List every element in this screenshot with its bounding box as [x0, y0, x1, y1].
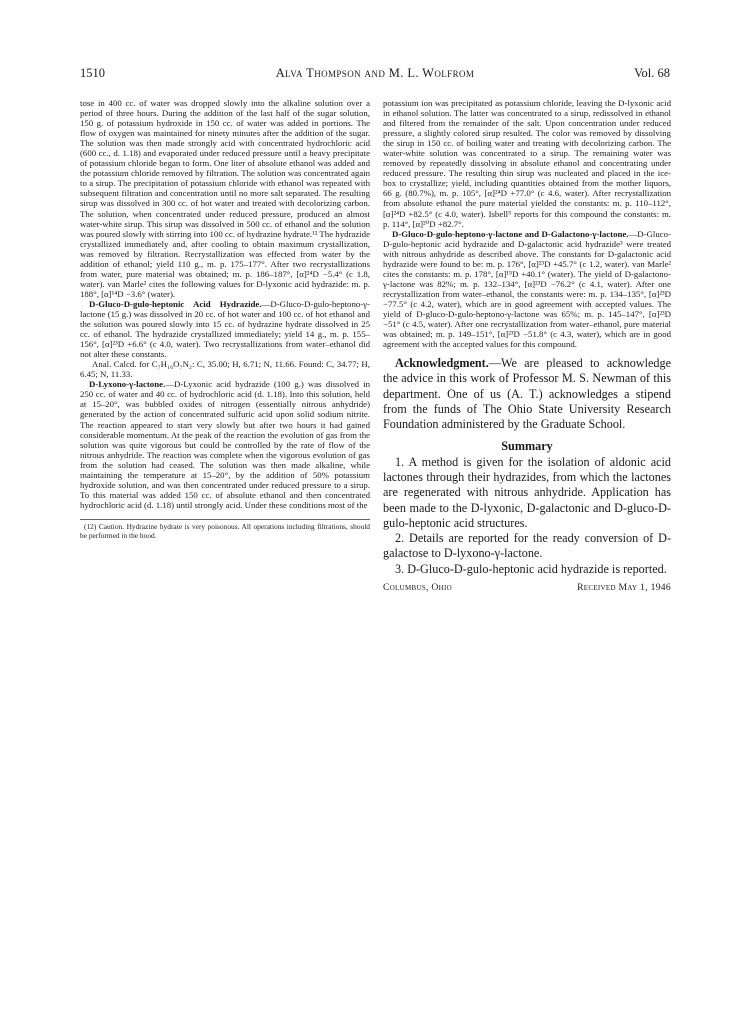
left-column	[80, 98, 370, 540]
summary-heading: Summary	[501, 438, 553, 453]
page-number: 1510	[80, 66, 105, 80]
paragraph-heptonic-hydrazide	[80, 299, 370, 359]
footnote	[80, 519, 370, 540]
section-heading-lyxono-lactone: D-Lyxono-γ-lactone.	[89, 379, 166, 390]
section-heading-heptonic-hydrazide: D-Gluco-D-gulo-heptonic Acid Hydrazide.	[89, 298, 262, 309]
summary-item-1: 1. A method is given for the isolation of aldonic acid lactones through their hydrazides, from which the lactones are regenerated with nitrous anhydride. Application has been made to the D-lyxonic, D-galactonic and D-gluco-D-gulo-heptonic acid structures.	[383, 454, 671, 530]
running-authors: Alva Thompson and M. L. Wolfrom	[275, 66, 475, 80]
running-header	[80, 66, 670, 82]
paragraph-analysis: Anal. Calcd. for C₇H₁₆O₇N₂: C, 35.00; H, 6.71; N, 11.66. Found: C, 34.77; H, 6.45; N, 11.33.	[80, 359, 370, 380]
footnote-12: (12) Caution. Hydrazine hydrate is very poisonous. All operations including filtrations, should be performed in the hood.	[80, 521, 370, 540]
paragraph-lyxono-lactone	[80, 379, 370, 510]
acknowledgment-body: —We are pleased to acknowledge the advice in this work of Professor M. S. Newman of this department. One of us (A. T.) acknowledges a stipend from the funds of The Ohio State University Research Foundation administered by the Graduate School.	[383, 356, 671, 432]
section-body-lyxono-lactone: —D-Lyxonic acid hydrazide (100 g.) was dissolved in 250 cc. of water and 40 cc. of hydrochloric acid (d. 1.18). Into this solution, held at 15–20°, was bubbled oxides of nitrogen (essentially nitrous anhydride) generated by the action of concentrated sulfuric acid upon solid sodium nitrite. The reaction appeared to start very slowly but after two hours it had gained considerable momentum. At the peak of the reaction the evolution of gas from the solution was quite vigorous but could be controlled by the rate of flow of the nitrous anhydride. The reaction was complete when the vigorous evolution of gas from the solution had ceased. The solution was then made alkaline, while maintaining the temperature at 15–20°, by the addition of 50% potassium hydroxide solution, and was then concentrated under reduced pressure to a sirup. To this material was added 150 cc. of absolute ethanol and then concentrated hydrochloric acid (d. 1.18) until strongly acid. Under these conditions most of the	[80, 379, 370, 510]
acknowledgment	[383, 356, 671, 432]
paragraph-lyxono-lactone-continued: potassium ion was precipitated as potassium chloride, leaving the D-lyxonic acid in ethanol solution. The latter was concentrated to a sirup, redissolved in ethanol and filtered from the remainder of the salt. Upon concentration under reduced pressure, a slightly colored sirup resulted. The color was removed by dissolving the sirup in 150 cc. of boiling water and treating with decolorizing carbon. The water-white solution was concentrated to a sirup. The remaining water was removed by repeatedly dissolving in absolute ethanol and concentrating under reduced pressure. The resulting thin sirup was nucleated and placed in the ice-box to crystallize; yield, including quantities obtained from the mother liquors, 66 g. (80.7%), m. p. 105°, [α]²⁴D +77.0° (c 4.6, water). After recrystallization from absolute ethanol the pure material yielded the constants: m. p. 110–112°, [α]²⁴D +82.5° (c 4.0, water). Isbell⁵ reports for this compound the constants: m. p. 114°, [α]²⁰D +82.7°.	[383, 98, 671, 229]
acknowledgment-heading: Acknowledgment.	[395, 356, 489, 371]
summary-item-2: 2. Details are reported for the ready conversion of D-galactose to D-lyxono-γ-lactone.	[383, 531, 671, 561]
acknowledgment-paragraph	[383, 356, 671, 432]
received-date: Received May 1, 1946	[577, 582, 671, 594]
paragraph-heptono-galactono-lactone	[383, 229, 671, 350]
right-column	[383, 98, 671, 597]
section-body-heptonic-hydrazide: —D-Gluco-D-gulo-heptono-γ-lactone (15 g.) was dissolved in 20 cc. of hot water and 100 cc. of hot ethanol and the solution was poured slowly into 15 cc. of hydrazine hydrate dissolved in 25 cc. of ethanol. The hydrazide crystallized immediately; yield 14 g., m. p. 155–156°, [α]²³D +6.6° (c 4.0, water). Two recrystallizations from water–ethanol did not alter these constants.	[80, 298, 370, 360]
paragraph-lyxonic-hydrazide-prep: tose in 400 cc. of water was dropped slowly into the alkaline solution over a period of three hours. During the addition of the last half of the sugar solution, 150 g. of potassium hydroxide in 150 cc. of water was added in portions. The flow of oxygen was maintained for ninety minutes after the addition of the sugar. The solution was then made strongly acid with concentrated hydrochloric acid (600 cc., d. 1.18) and evaporated under reduced pressure until a heavy precipitate of potassium chloride began to form. One liter of absolute ethanol was added and the potassium chloride removed by filtration. The solution was concentrated again to a sirup. The precipitation of potassium chloride with ethanol was repeated with subsequent filtration and concentration until no more salt separated. The resulting sirup was dissolved in 300 cc. of hot water and treated with decolorizing carbon. The solution, when concentrated under reduced pressure, produced an almost water-white sirup. This sirup was dissolved in 500 cc. of ethanol and the solution was poured slowly with stirring into 100 cc. of hydrazine hydrate.¹² The hydrazide crystallized immediately and, after cooling to obtain maximum crystallization, was removed by filtration. Recrystallization was effected from water by the addition of ethanol; yield 110 g., m. p. 175–177°. After two recrystallizations from water, pure material was obtained; m. p. 186–187°, [α]²⁴D −5.4° (c 1.8, water). van Marle² cites the following values for D-lyxonic acid hydrazide: m. p. 188°, [α]¹⁴D −3.6° (water).	[80, 98, 370, 299]
city-line: Columbus, Ohio	[383, 582, 452, 594]
summary-list	[383, 455, 671, 577]
summary-item-3: 3. D-Gluco-D-gulo-heptonic acid hydrazide is reported.	[395, 561, 667, 576]
section-body-heptono-galactono: —D-Gluco-D-gulo-heptonic acid hydrazide and D-galactonic acid hydrazide³ were treated with nitrous anhydride as described above. The constants for D-galactonic acid hydrazide were found to be: m. p. 176°, [α]²³D +45.7° (c 1.2, water). van Marle² cites the constants: m. p. 178°, [α]¹⁵D +40.1° (water). The yield of D-galactono-γ-lactone was 82%; m. p. 132–134°, [α]²³D −76.2° (c 4.1, water). After one recrystallization from water–ethanol, the constants were: m. p. 134–135°, [α]²³D −77.5° (c 4.2, water), which are in good agreement with accepted values. The yield of D-gluco-D-gulo-heptono-γ-lactone was 65%; m. p. 145–147°, [α]²³D −51° (c 4.5, water). After one recrystallization from water–ethanol, pure material was obtained; m. p. 149–151°, [α]²³D −51.8° (c 4.3, water), which are in good agreement with the accepted values for this compound.	[383, 228, 671, 350]
volume-number: Vol. 68	[634, 66, 670, 80]
section-heading-heptono-galactono: D-Gluco-D-gulo-heptono-γ-lactone and D-Galactono-γ-lactone.	[392, 228, 629, 239]
signoff	[383, 583, 671, 597]
